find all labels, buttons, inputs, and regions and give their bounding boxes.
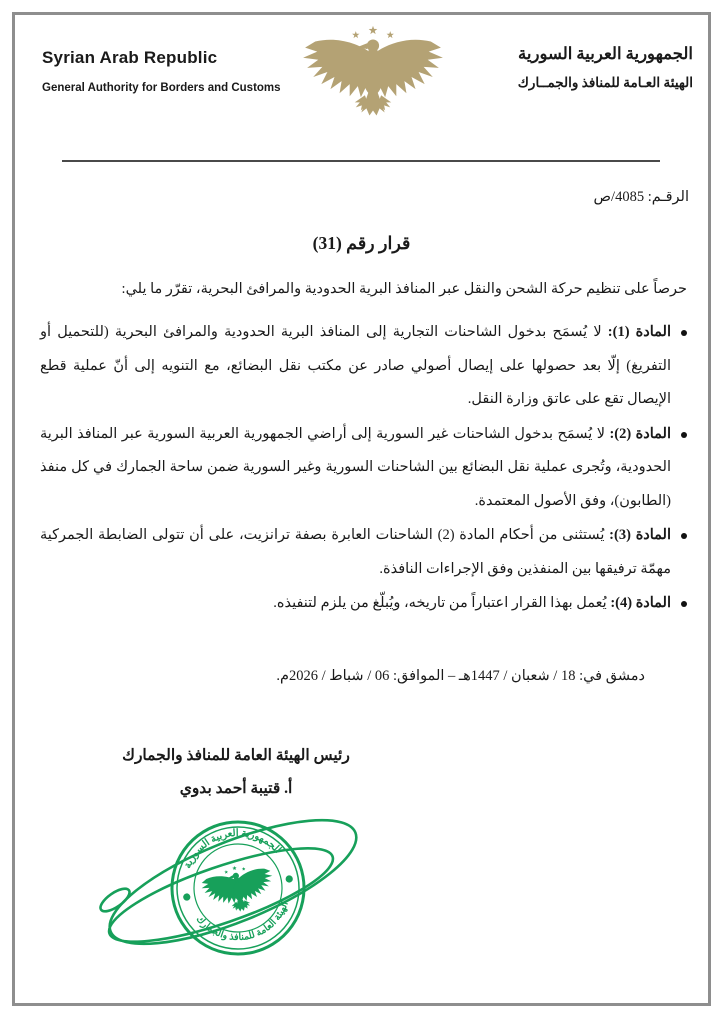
country-name-ar: الجمهورية العربية السورية [518, 44, 693, 63]
decision-title: قرار رقم (31) [312, 233, 411, 253]
article-2-text: لا يُسمَح بدخول الشاحنات غير السورية إلى أراضي الجمهورية العربية السورية عبر المنافذ البرية الحدودية، وتُجرى عملية نقل البضائع بين الشاحنات السورية وغير السورية ضمن ساحة الجمارك في كل منفذ (الطابون)، وفق الأصول المعتمدة. [40, 425, 671, 509]
authority-name-en: General Authority for Borders and Customs [42, 82, 281, 94]
stamp-bottom-text: الهيئة العامة للمنافذ والجمارك [193, 900, 291, 944]
articles-list [40, 316, 671, 622]
intro-paragraph: حرصاً على تنظيم حركة الشحن والنقل عبر المنافذ البرية الحدودية والمرافئ البحرية، تقرّر ما يلي: [121, 281, 687, 297]
country-name-en: Syrian Arab Republic [42, 48, 218, 67]
date-line: دمشق في: 18 / شعبان / 1447هـ – الموافق: 06 / شباط / 2026م. [276, 668, 645, 684]
article-4 [40, 587, 671, 621]
bullet-icon [681, 601, 687, 607]
header-english [42, 48, 281, 94]
article-2 [40, 418, 671, 519]
authority-name-ar: الهيئة العـامة للمنافذ والجمــارك [517, 75, 693, 90]
eagle-emblem-icon [297, 20, 449, 132]
article-2-label: المادة (2): [609, 425, 671, 442]
article-3-text: يُستثنى من أحكام المادة (2) الشاحنات العابرة بصفة ترانزيت، على أن تتولى الضابطة الجمركية مهمّة ترفيقها بين المنفذين وفق الإجراءات النافذة. [40, 527, 671, 577]
signatory-name: أ. قتيبة أحمد بدوي [179, 780, 293, 797]
bullet-icon [681, 330, 687, 336]
official-seal-icon [73, 797, 403, 1022]
reference-number: الرقـم: 4085/ص [593, 189, 689, 205]
article-4-text: يُعمل بهذا القرار اعتباراً من تاريخه، ويُبلّغ من يلزم لتنفيذه. [273, 595, 611, 611]
article-1-text: لا يُسمَح بدخول الشاحنات التجارية إلى المنافذ البرية الحدودية والمرافئ البحرية (للتحميل أو التفريغ) إلّا بعد حصولها على إيصال أصولي صادر عن مكتب نقل البضائع، مع التنويه إلى أنّ عملية قطع الإيصال تقع على عاتق وزارة النقل. [40, 324, 671, 407]
article-3 [40, 519, 671, 586]
header-arabic [518, 44, 693, 91]
header-divider [62, 160, 660, 162]
signature-block [90, 746, 382, 798]
article-1 [40, 316, 671, 417]
stamp-top-text: الجمهورية العربية السورية [182, 827, 283, 871]
article-1-label: المادة (1): [607, 324, 671, 340]
article-4-label: المادة (4): [610, 595, 671, 611]
bullet-icon [681, 533, 687, 539]
bullet-icon [681, 432, 687, 438]
article-3-label: المادة (3): [609, 527, 671, 543]
signatory-title: رئيس الهيئة العامة للمنافذ والجمارك [122, 747, 350, 764]
